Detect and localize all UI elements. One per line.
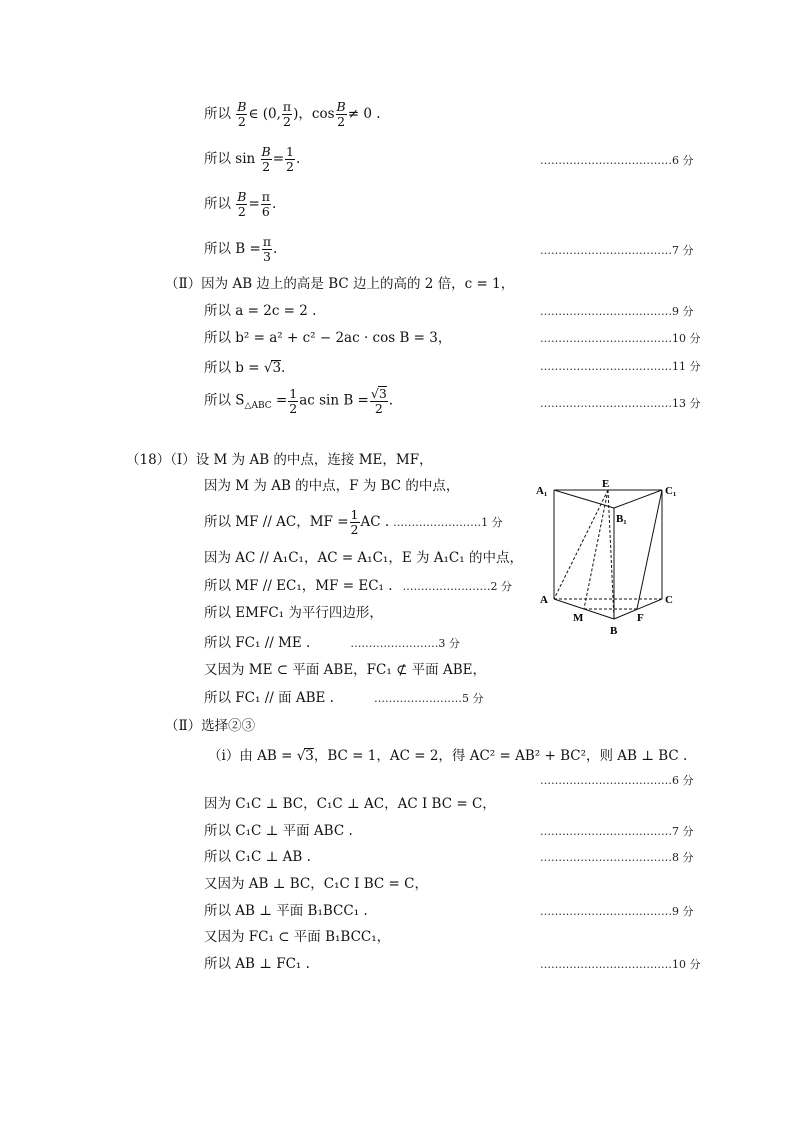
score-11: ………………………………11 分 <box>540 360 701 373</box>
q18b-i1: （ⅰ）由 AB = √3，BC = 1，AC = 2，得 AC² = AB² + BC²，则 AB ⊥ BC . <box>208 748 688 764</box>
score-10: ………………………………10 分 <box>540 332 701 345</box>
label-b1: B₁ <box>616 513 627 525</box>
label-f: F <box>637 612 644 624</box>
line-b-half-range: 所以 $\frac{B}{2}$ ∈ (0, $\frac{\pi}{2}$ )，cos $\frac{B}{2}$ ≠ 0 . <box>204 99 381 129</box>
line-area: 所以 $S_{\triangle ABC}$ = $\frac{1}{2}$ ac sin B = $\frac{√3}{2}$ . <box>204 385 394 416</box>
line-sin-b-half: 所以 sin $\frac{B}{2}$ = $\frac{1}{2}$ . <box>204 144 301 174</box>
segment-f-c1 <box>637 490 662 609</box>
q18-l2: 所以 MF // AC，MF = $\frac{1}{2}$ AC . ……………………1 分 <box>204 507 503 537</box>
q18-l3: 因为 AC // A₁C₁，AC = A₁C₁，E 为 A₁C₁ 的中点， <box>204 550 523 566</box>
q18-l5: 所以 EMFC₁ 为平行四边形， <box>204 605 383 621</box>
q18-l4: 所以 MF // EC₁，MF = EC₁ . ……………………2 分 <box>204 578 513 594</box>
q18b-l2: 所以 C₁C ⊥ 平面 ABC . <box>204 823 353 839</box>
prism-figure <box>530 478 690 638</box>
q18b-l3: 所以 C₁C ⊥ AB . <box>204 849 311 865</box>
q18-head: （18）（Ⅰ）设 M 为 AB 的中点，连接 ME，MF， <box>126 452 433 468</box>
score-1: ……………………1 分 <box>393 516 503 529</box>
line-b-half-value: 所以 $\frac{B}{2}$ = $\frac{\pi}{6}$ . <box>204 189 277 219</box>
line-b-value: 所以 B = $\frac{\pi}{3}$ . <box>204 234 278 264</box>
q18b-head: （Ⅱ）选择②③ <box>165 718 256 734</box>
q18b-l4: 又因为 AB ⊥ BC，C₁C I BC = C， <box>204 876 428 892</box>
q18b-l6: 又因为 FC₁ ⊂ 平面 B₁BCC₁， <box>204 929 391 945</box>
line-a-value: 所以 a = 2c = 2 . <box>204 303 317 319</box>
q18b-l7: 所以 AB ⊥ FC₁ . <box>204 956 310 972</box>
score-8b: ………………………………8 分 <box>540 851 694 864</box>
label-m: M <box>573 612 584 624</box>
q18b-l1: 因为 C₁C ⊥ BC，C₁C ⊥ AC，AC I BC = C， <box>204 796 496 812</box>
score-2: ……………………2 分 <box>402 580 513 593</box>
label-a: A <box>540 594 548 606</box>
segment-e-a <box>554 490 608 599</box>
score-9b: ………………………………9 分 <box>540 905 694 918</box>
label-e: E <box>602 478 610 490</box>
score-9: ………………………………9 分 <box>540 305 694 318</box>
score-5: ……………………5 分 <box>373 692 484 705</box>
score-7b: ………………………………7 分 <box>540 825 694 838</box>
q18b-l5: 所以 AB ⊥ 平面 B₁BCC₁ . <box>204 903 368 919</box>
line-b-squared: 所以 b² = a² + c² − 2ac · cos B = 3， <box>204 330 452 346</box>
segment-e-b <box>608 490 614 619</box>
q18-l6: 所以 FC₁ // ME . ……………………3 分 <box>204 635 460 651</box>
q18-l8: 所以 FC₁ // 面 ABE . ……………………5 分 <box>204 690 484 706</box>
label-a1: A₁ <box>536 485 548 497</box>
score-6b: ………………………………6 分 <box>540 774 694 787</box>
label-b: B <box>610 625 618 637</box>
score-6: ………………………………6 分 <box>540 154 694 167</box>
score-10b: ………………………………10 分 <box>540 958 701 971</box>
edge-b1-c1 <box>614 490 662 508</box>
label-c1: C₁ <box>665 485 677 497</box>
label-c: C <box>665 594 673 606</box>
score-13: ………………………………13 分 <box>540 397 701 410</box>
q18-l7: 又因为 ME ⊂ 平面 ABE，FC₁ ⊄ 平面 ABE， <box>204 662 486 678</box>
segment-e-m <box>584 490 608 609</box>
line-b-root: 所以 b = √3. <box>204 360 286 376</box>
part2-intro: （Ⅱ）因为 AB 边上的高是 BC 边上的高的 2 倍，c = 1， <box>165 276 515 292</box>
score-3: ……………………3 分 <box>350 637 460 650</box>
q18-l1: 因为 M 为 AB 的中点，F 为 BC 的中点， <box>204 478 460 494</box>
score-7: ………………………………7 分 <box>540 244 694 257</box>
